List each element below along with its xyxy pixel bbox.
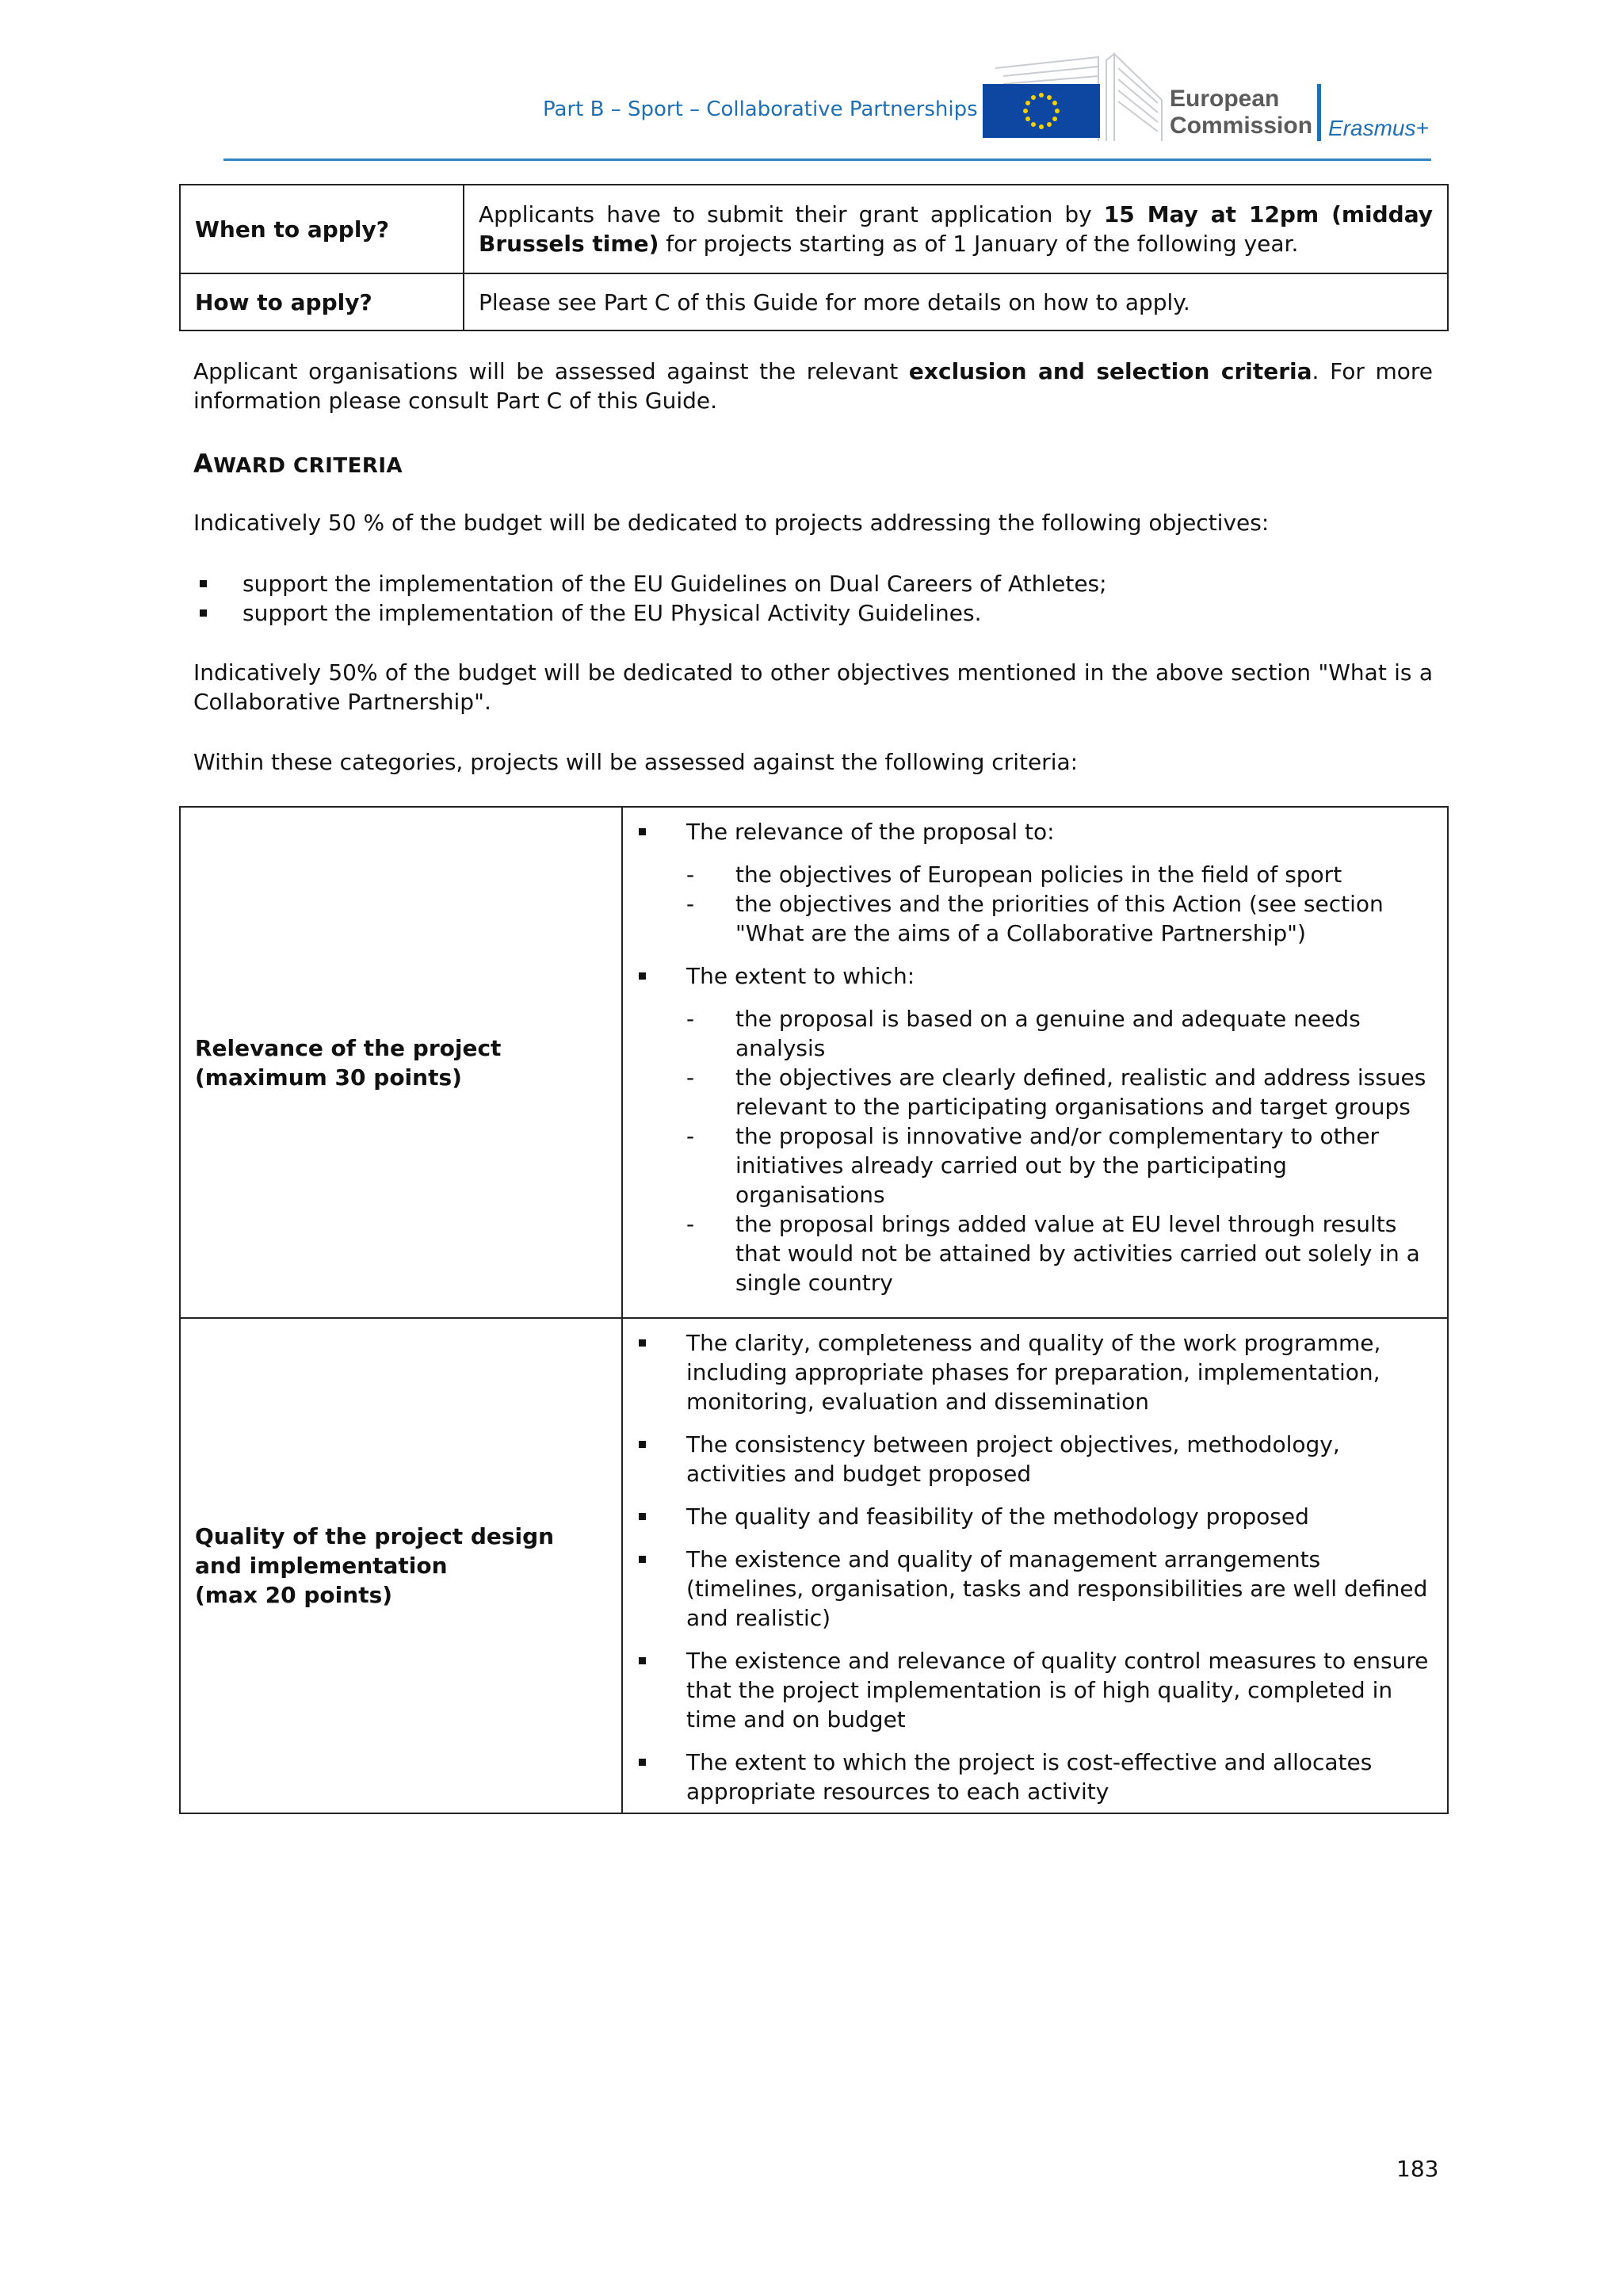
header-rule bbox=[223, 159, 1431, 161]
objectives-list bbox=[193, 569, 1433, 628]
logo-divider bbox=[1317, 84, 1321, 141]
how-to-apply-text: Please see Part C of this Guide for more details on how to apply. bbox=[464, 273, 1448, 330]
indicative-paragraph-1: Indicatively 50 % of the budget will be dedicated to projects addressing the following objectives: bbox=[193, 510, 1270, 536]
indicative-paragraph-2: Indicatively 50% of the budget will be dedicated to other objectives mentioned in the above section "What is a Collaborative Partnership". bbox=[193, 659, 1433, 715]
table-row bbox=[180, 185, 1448, 273]
within-categories-paragraph: Within these categories, projects will be assessed against the following criteria: bbox=[193, 749, 1079, 775]
quality-label: Quality of the project design and implementation (max 20 points) bbox=[180, 1318, 622, 1813]
when-to-apply-text: Applicants have to submit their grant application by 15 May at 12pm (midday Brussels time) for projects starting as of 1 January of the following year. bbox=[464, 185, 1448, 273]
commission-wordmark bbox=[1170, 86, 1312, 139]
bullet-icon bbox=[639, 1441, 646, 1448]
quality-criteria bbox=[622, 1318, 1448, 1813]
logo-line-1: European bbox=[1170, 86, 1280, 112]
list-item: The relevance of the proposal to: - the objectives of European policies in the field of sport - the objectives and the priorities of this Action (see section "What are the aims of a Collaborative Partnership") bbox=[639, 817, 1433, 948]
list-item: The extent to which: - the proposal is based on a genuine and adequate needs analysis - the objectives are clearly defined, realistic and address issues relevant to the participating organisations and target groups - the proposal is innovative and/or complementary to other initiatives already carried out by the participating organisations - the proposal brings added value at EU level through results that would not be attained by activities carried out solely in a single country bbox=[639, 961, 1433, 1297]
erasmus-wordmark: Erasmus+ bbox=[1328, 116, 1429, 140]
eu-flag-icon bbox=[983, 84, 1100, 138]
sub-list bbox=[686, 860, 1433, 948]
table-row bbox=[180, 1318, 1448, 1813]
list-item: - the proposal brings added value at EU level through results that would not be attained by activities carried out solely in a single country bbox=[686, 1211, 1420, 1296]
list-item: The clarity, completeness and quality of the work programme, including appropriate phases for preparation, implementation, monitoring, evaluation and dissemination bbox=[639, 1328, 1433, 1416]
list-item: The extent to which the project is cost-effective and allocates appropriate resources to each activity bbox=[639, 1748, 1433, 1806]
assessment-paragraph: Applicant organisations will be assessed against the relevant exclusion and selection criteria. For more information please consult Part C of this Guide. bbox=[193, 358, 1434, 414]
bullet-icon bbox=[639, 972, 646, 980]
when-to-apply-label: When to apply? bbox=[180, 185, 464, 273]
bullet-icon bbox=[639, 1657, 646, 1664]
bullet-icon bbox=[200, 609, 207, 617]
apply-table bbox=[179, 184, 1449, 331]
list-item: The quality and feasibility of the methodology proposed bbox=[639, 1502, 1433, 1531]
list-item: - the proposal is based on a genuine and adequate needs analysis bbox=[686, 1006, 1361, 1061]
bullet-icon bbox=[639, 1556, 646, 1563]
running-header: Part B – Sport – Collaborative Partnerships bbox=[543, 97, 978, 121]
list-item: The existence and quality of management arrangements (timelines, organisation, tasks and responsibilities are well defined and realistic) bbox=[639, 1545, 1433, 1633]
logo-line-2: Commission bbox=[1170, 113, 1313, 139]
list-item: support the implementation of the EU Guidelines on Dual Careers of Athletes; bbox=[193, 569, 1433, 598]
list-item: The existence and relevance of quality control measures to ensure that the project implementation is of high quality, completed in time and on budget bbox=[639, 1646, 1433, 1734]
page-number: 183 bbox=[1396, 2156, 1439, 2182]
sub-list bbox=[686, 1004, 1433, 1297]
table-row bbox=[180, 807, 1448, 1318]
list-item: The consistency between project objectives, methodology, activities and budget proposed bbox=[639, 1430, 1433, 1488]
list-item: support the implementation of the EU Physical Activity Guidelines. bbox=[193, 598, 1433, 628]
how-to-apply-label: How to apply? bbox=[180, 273, 464, 330]
bullet-icon bbox=[639, 1513, 646, 1520]
bullet-icon bbox=[639, 828, 646, 835]
eu-stars-icon bbox=[983, 84, 1100, 138]
list-item: - the proposal is innovative and/or complementary to other initiatives already carried out by the participating organisations bbox=[686, 1123, 1380, 1208]
table-row bbox=[180, 273, 1448, 330]
relevance-criteria bbox=[622, 807, 1448, 1318]
award-criteria-heading: AWARD CRITERIA bbox=[193, 449, 403, 479]
criteria-emphasis: exclusion and selection criteria bbox=[908, 358, 1312, 384]
relevance-label: Relevance of the project (maximum 30 points) bbox=[180, 807, 622, 1318]
list-item: - the objectives are clearly defined, realistic and address issues relevant to the participating organisations and target groups bbox=[686, 1064, 1426, 1120]
list-item: - the objectives and the priorities of this Action (see section "What are the aims of a Collaborative Partnership") bbox=[686, 891, 1384, 946]
deadline-text: 15 May at 12pm (midday Brussels time) bbox=[479, 201, 1434, 257]
award-criteria-table bbox=[179, 806, 1449, 1814]
european-commission-logo bbox=[980, 48, 1431, 143]
bullet-icon bbox=[639, 1759, 646, 1766]
bullet-icon bbox=[639, 1339, 646, 1347]
bullet-icon bbox=[200, 580, 207, 587]
list-item: - the objectives of European policies in the field of sport bbox=[686, 861, 1342, 888]
